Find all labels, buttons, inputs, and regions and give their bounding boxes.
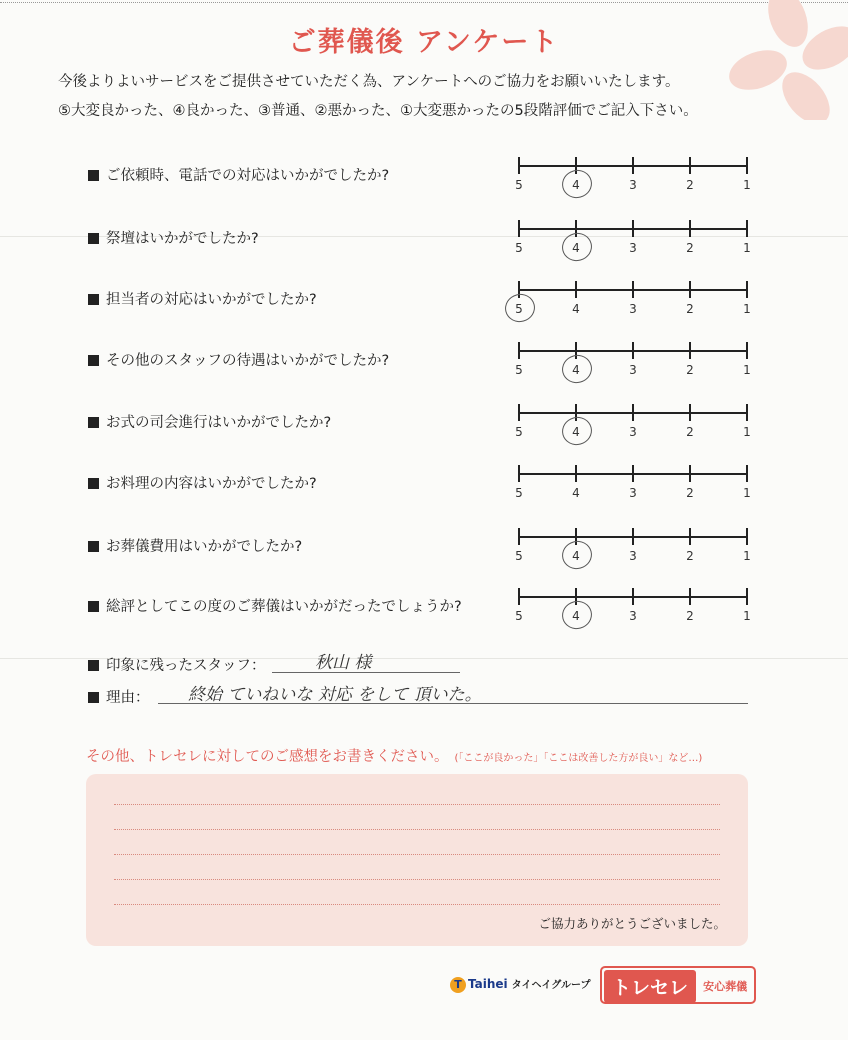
scale-label[interactable]: 2 [686,363,694,377]
scale-label[interactable]: 4 [572,425,580,439]
scale-tick [632,157,634,174]
rating-scale[interactable] [510,281,760,321]
scale-tick [689,342,691,359]
scale-tick [746,588,748,605]
scale-label[interactable]: 4 [572,241,580,255]
question-text: お葬儀費用はいかがでしたか? [106,539,303,555]
scale-label[interactable]: 1 [743,549,751,563]
scale-tick [689,157,691,174]
scale-tick [518,342,520,359]
question-row [88,164,389,185]
question-text: お料理の内容はいかがでしたか? [106,476,317,492]
scale-label[interactable]: 5 [515,363,523,377]
question-text: その他のスタッフの待遇はいかがでしたか? [106,353,390,369]
intro-line-1: 今後よりよいサービスをご提供させていただく為、アンケートへのご協力をお願いいたします。 [58,74,680,90]
rating-scale[interactable] [510,220,760,260]
comment-line [114,879,720,880]
selected-rating-circle [559,598,595,633]
comment-line [114,904,720,905]
scale-label[interactable]: 3 [629,425,637,439]
other-comments-heading [86,745,702,766]
comment-line [114,829,720,830]
rating-scale[interactable] [510,157,760,197]
scale-tick [575,281,577,298]
scale-label[interactable]: 1 [743,178,751,192]
bullet-square-icon [88,601,99,612]
rating-scale[interactable] [510,342,760,382]
question-row [88,288,317,309]
reason-label: 理由： [106,690,150,706]
bullet-square-icon [88,233,99,244]
toresere-tagline: 安心葬儀 [703,980,748,993]
scale-label[interactable]: 2 [686,302,694,316]
scale-label[interactable]: 2 [686,486,694,500]
flower-decoration-icon [718,0,848,120]
scale-label[interactable]: 5 [515,302,523,316]
scale-label[interactable]: 3 [629,363,637,377]
bullet-square-icon [88,355,99,366]
scale-tick [689,465,691,482]
question-text: 祭壇はいかがでしたか? [106,231,259,247]
question-text: お式の司会進行はいかがでしたか? [106,415,332,431]
staff-row [88,654,266,675]
scale-label[interactable]: 2 [686,549,694,563]
taihei-name: Taihei [468,977,508,991]
scale-tick [746,342,748,359]
scale-label[interactable]: 3 [629,549,637,563]
scale-label[interactable]: 4 [572,302,580,316]
selected-rating-circle [559,230,595,265]
scale-tick [632,588,634,605]
selected-rating-circle [559,167,595,202]
scale-label[interactable]: 1 [743,486,751,500]
scale-label[interactable]: 3 [629,486,637,500]
scale-label[interactable]: 1 [743,241,751,255]
rating-scale[interactable] [510,465,760,505]
bullet-square-icon [88,417,99,428]
scale-tick [632,404,634,421]
reason-row [88,686,150,707]
rating-scale[interactable] [510,588,760,628]
scale-tick [689,528,691,545]
selected-rating-circle [502,291,538,326]
scale-tick [632,465,634,482]
scale-tick [518,157,520,174]
intro-line-2: ⑤大変良かった、④良かった、③普通、②悪かった、①大変悪かったの5段階評価でご記入下さい。 [58,103,698,119]
question-text: 総評としてこの度のご葬儀はいかがだったでしょうか? [106,599,462,615]
scale-tick [746,220,748,237]
reason-underline [158,703,748,704]
scale-label[interactable]: 2 [686,609,694,623]
bullet-square-icon [88,170,99,181]
comment-line [114,804,720,805]
taihei-logo [450,976,590,993]
toresere-name: トレセレ [604,970,696,1003]
scale-label[interactable]: 3 [629,609,637,623]
staff-label: 印象に残ったスタッフ： [106,658,266,674]
scale-tick [632,281,634,298]
selected-rating-circle [559,352,595,387]
reason-handwritten[interactable]: 終始 ていねいな 対応 をして 頂いた。 [188,685,482,705]
scale-label[interactable]: 4 [572,363,580,377]
rating-scale[interactable] [510,528,760,568]
scale-label[interactable]: 1 [743,425,751,439]
scale-label[interactable]: 1 [743,363,751,377]
scale-label[interactable]: 2 [686,178,694,192]
scale-label[interactable]: 5 [515,178,523,192]
bullet-square-icon [88,294,99,305]
page-title: ご葬儀後 アンケート [288,27,560,58]
taihei-group-label: タイヘイグループ [511,980,591,991]
rating-scale[interactable] [510,404,760,444]
scale-label[interactable]: 5 [515,549,523,563]
scale-tick [632,220,634,237]
bullet-square-icon [88,660,99,671]
scale-tick [518,588,520,605]
scale-tick [632,528,634,545]
scale-label[interactable]: 2 [686,425,694,439]
toresere-logo [600,966,756,1004]
bullet-square-icon [88,478,99,489]
scale-tick [518,220,520,237]
question-text: 担当者の対応はいかがでしたか? [106,292,317,308]
scale-tick [746,528,748,545]
scale-label[interactable]: 3 [629,178,637,192]
thanks-text: ご協力ありがとうございました。 [538,916,726,931]
scale-label[interactable]: 5 [515,609,523,623]
question-row [88,349,389,370]
other-comments-label: その他、トレセレに対してのご感想をお書きください。 [86,749,449,765]
scale-label[interactable]: 2 [686,241,694,255]
scale-label[interactable]: 5 [515,241,523,255]
scale-tick [575,465,577,482]
question-row [88,535,302,556]
comment-line [114,854,720,855]
scale-tick [689,404,691,421]
bullet-square-icon [88,692,99,703]
question-row [88,472,317,493]
scale-label[interactable]: 5 [515,486,523,500]
scale-label[interactable]: 5 [515,425,523,439]
scale-label[interactable]: 3 [629,241,637,255]
staff-underline [272,672,460,673]
scale-tick [746,157,748,174]
scale-label[interactable]: 3 [629,302,637,316]
selected-rating-circle [559,538,595,573]
question-text: ご依頼時、電話での対応はいかがでしたか? [106,168,390,184]
scale-label[interactable]: 1 [743,302,751,316]
comments-box[interactable] [86,774,748,946]
scale-tick [518,465,520,482]
scale-tick [746,281,748,298]
scale-label[interactable]: 1 [743,609,751,623]
scale-label[interactable]: 4 [572,609,580,623]
other-comments-hint: (「ここが良かった」「ここは改善した方が良い」など…) [454,753,703,764]
question-row [88,227,259,248]
scale-tick [518,528,520,545]
scale-tick [746,465,748,482]
staff-name-handwritten[interactable]: 秋山 様 [315,653,372,673]
scale-tick [689,281,691,298]
scale-tick [689,220,691,237]
scale-label[interactable]: 4 [572,178,580,192]
scale-tick [518,404,520,421]
bullet-square-icon [88,541,99,552]
selected-rating-circle [559,414,595,449]
taihei-mark-icon: T [450,977,466,993]
scale-label[interactable]: 4 [572,549,580,563]
scale-tick [632,342,634,359]
question-row [88,595,462,616]
scale-tick [746,404,748,421]
question-row [88,411,331,432]
scale-label[interactable]: 4 [572,486,580,500]
scale-tick [689,588,691,605]
